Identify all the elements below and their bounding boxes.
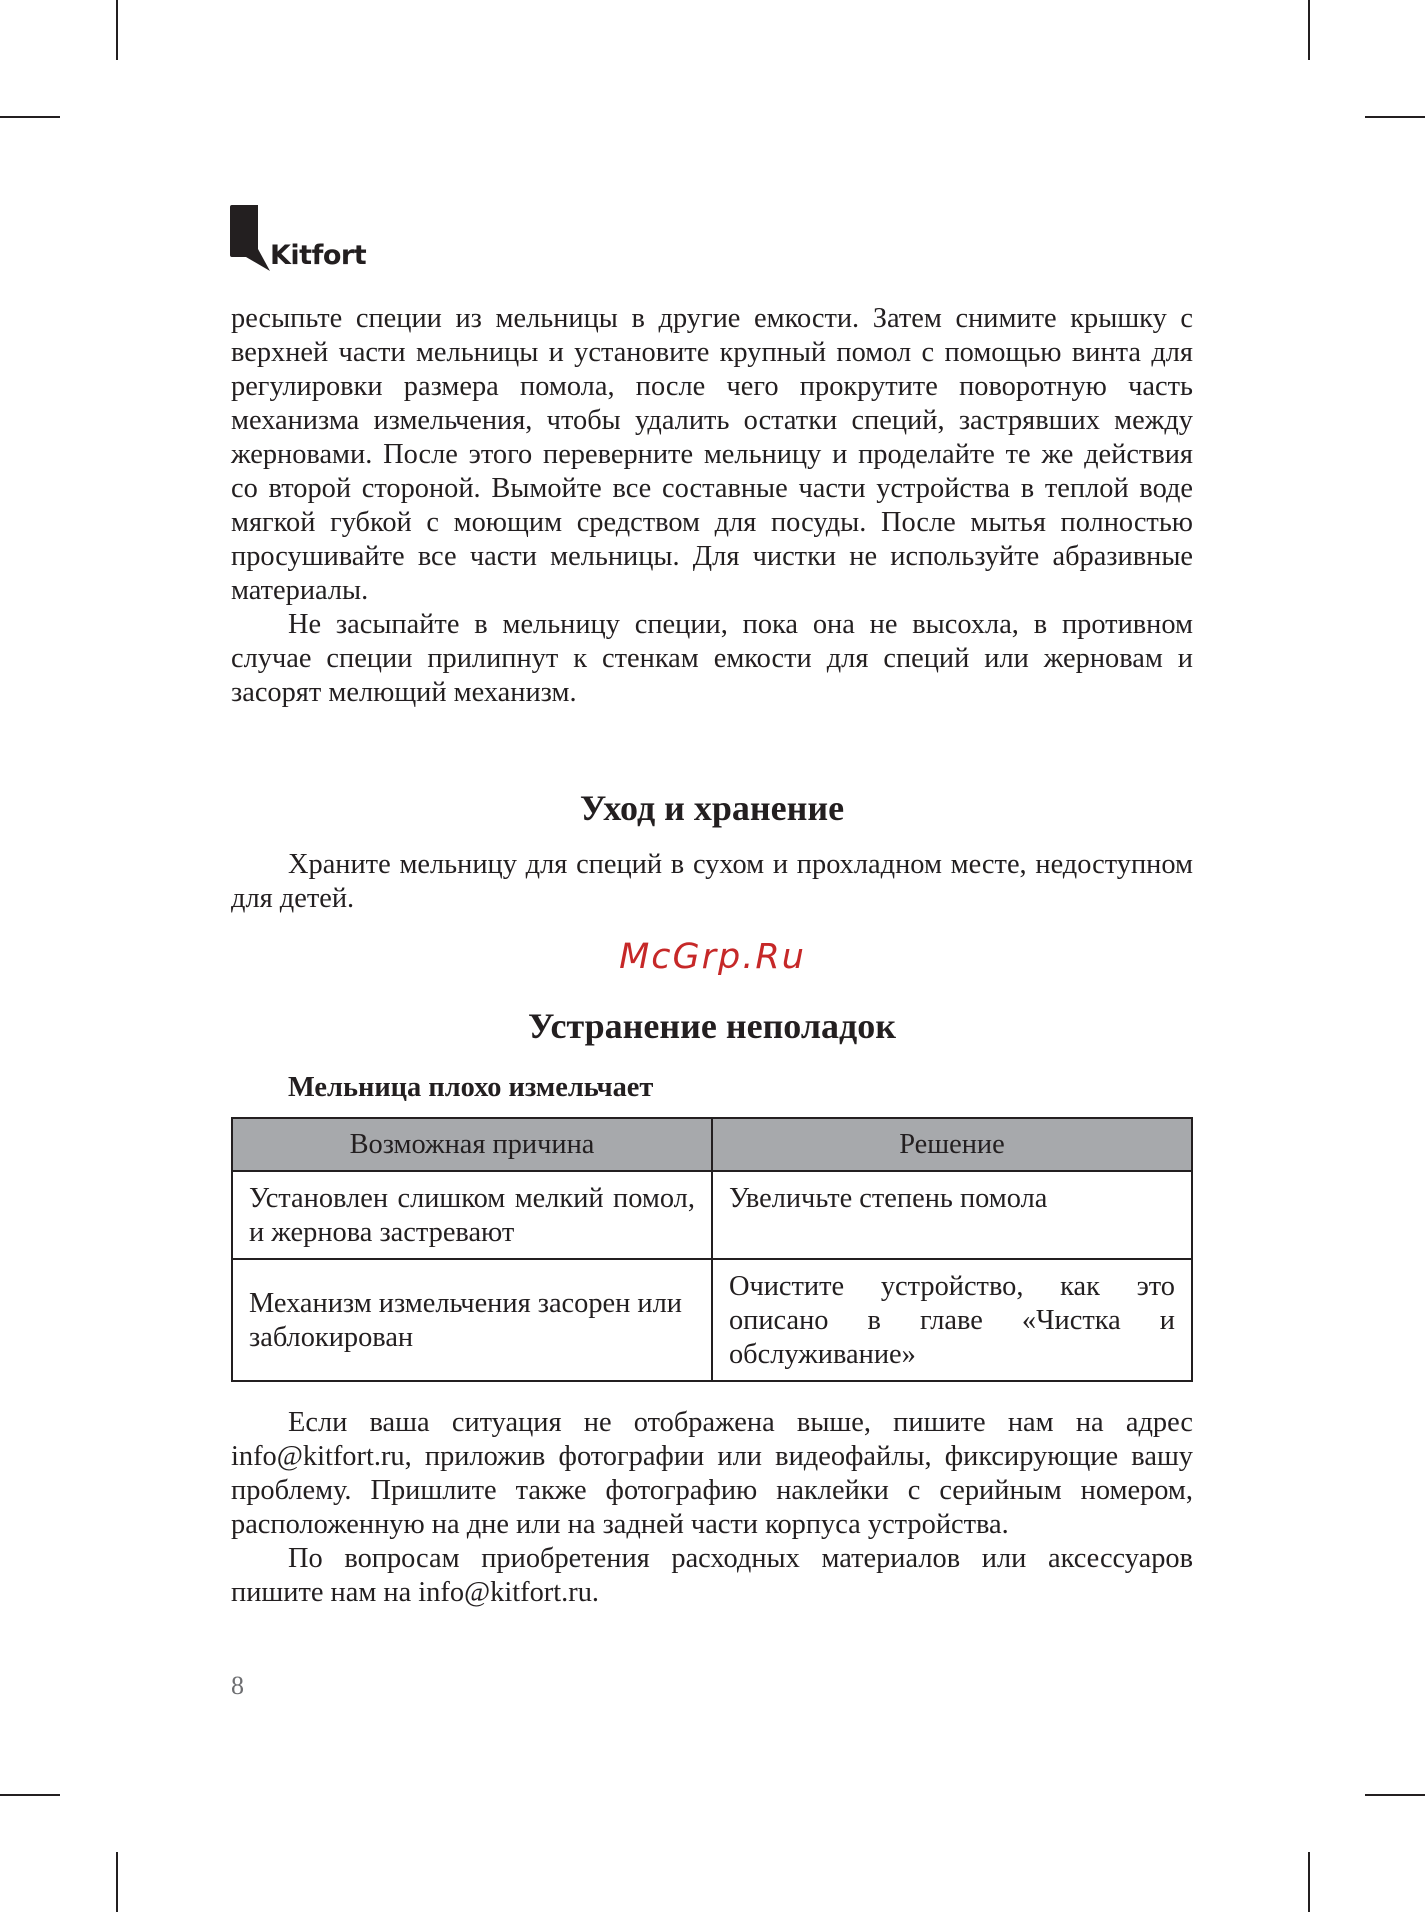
solution-cell: Увеличьте степень помола: [712, 1171, 1192, 1259]
troubleshooting-heading: Устранение неполадок: [528, 1006, 896, 1046]
crop-mark: [1308, 0, 1310, 60]
crop-mark: [116, 0, 118, 60]
kitfort-logo: [230, 205, 370, 275]
table-header-row: [232, 1118, 1192, 1171]
crop-mark: [0, 1794, 60, 1796]
accessories-paragraph: По вопросам приобретения расходных материалов или аксессуаров пишите нам на info@kitfort.ru.: [231, 1543, 1193, 1609]
paragraph: Не засыпайте в мельницу специи, пока она не высохла, в противном случае специи прилипнут к стенкам емкости для специй или жерновам и засорят мелющий механизм.: [231, 609, 1193, 708]
column-header-solution: Решение: [712, 1118, 1192, 1171]
crop-mark: [1308, 1852, 1310, 1912]
column-header-cause: Возможная причина: [232, 1118, 712, 1171]
contact-paragraph: Если ваша ситуация не отображена выше, пишите нам на адрес info@kitfort.ru, приложив фотографии или видеофайлы, фиксирующие вашу проблему. Пришлите также фотографию наклейки с серийным номером, расположенную на дне или на задней части корпуса устройства.: [231, 1407, 1193, 1541]
care-paragraph: Храните мельницу для специй в сухом и прохладном месте, недоступном для детей.: [231, 849, 1193, 914]
cause-cell: Механизм измельчения засорен или заблокирован: [232, 1259, 712, 1381]
paragraph: ресыпьте специи из мельницы в другие емкости. Затем снимите крышку с верхней части мельницы и установите крупный помол с помощью винта для регулировки размера помола, после чего прокрутите поворотную часть механизма измельчения, чтобы удалить остатки специй, застрявших между жерновами. После этого переверните мельницу и проделайте те же действия со второй стороной. Вымойте все составные части устройства в теплой воде мягкой губкой с моющим средством для посуды. После мытья полностью просушивайте все части мельницы. Для чистки не используйте абразивные материалы.: [231, 303, 1193, 606]
logo-text: Kitfort: [270, 240, 367, 271]
table-row: [232, 1171, 1192, 1259]
crop-mark: [1365, 116, 1425, 118]
crop-mark: [0, 116, 60, 118]
page-number: 8: [231, 1671, 244, 1700]
crop-mark: [1365, 1794, 1425, 1796]
watermark: McGrp.Ru: [619, 937, 806, 977]
crop-mark: [116, 1852, 118, 1912]
troubleshooting-table: [231, 1117, 1193, 1382]
table-row: [232, 1259, 1192, 1381]
solution-cell: Очистите устройство, как это описано в главе «Чистка и обслуживание»: [712, 1259, 1192, 1381]
cause-cell: Установлен слишком мелкий помол, и жернова застревают: [232, 1171, 712, 1259]
kitfort-logo-mark-icon: [230, 205, 270, 271]
troubleshooting-subheading: Мельница плохо измельчает: [288, 1072, 654, 1103]
care-heading: Уход и хранение: [579, 788, 845, 828]
